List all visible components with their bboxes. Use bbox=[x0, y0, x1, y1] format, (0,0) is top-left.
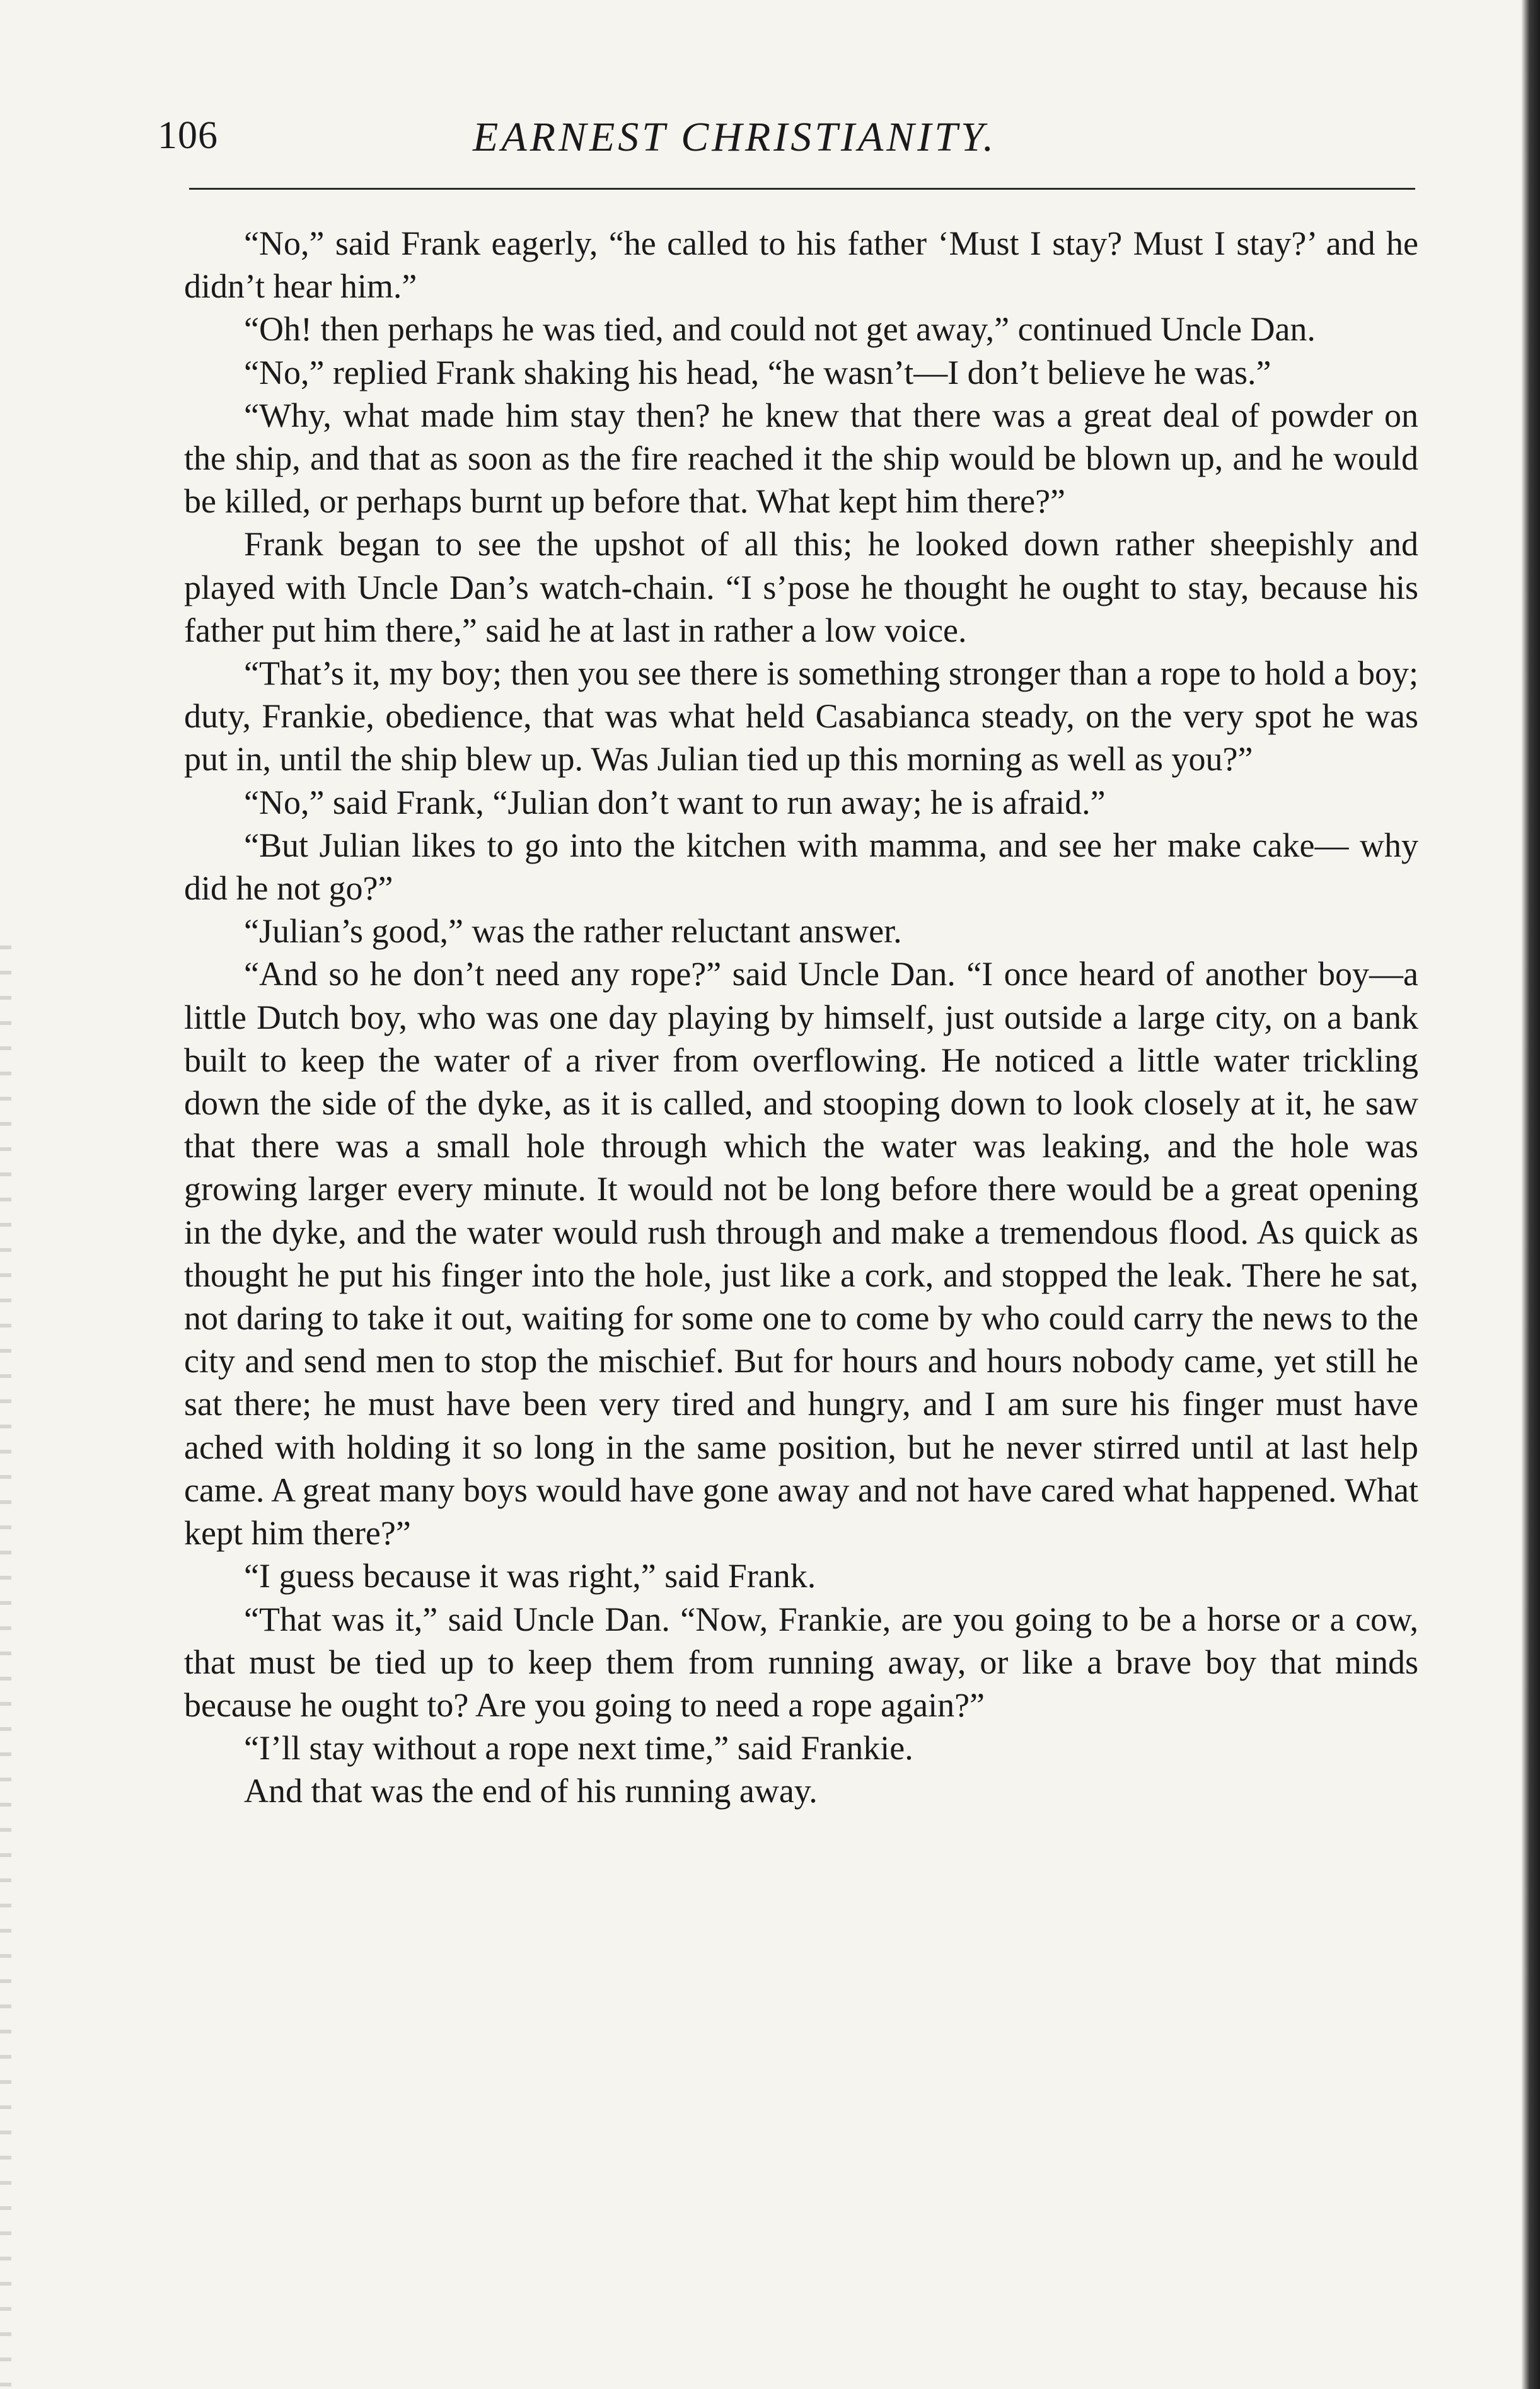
body-text bbox=[184, 222, 1418, 1813]
paragraph: “That was it,” said Uncle Dan. “Now, Frankie, are you going to be a horse or a cow, that must be tied up to keep them from running away, or like a brave boy that minds because he ought to? Are you going to need a rope again?” bbox=[184, 1600, 1418, 1724]
paragraph: “No,” said Frank, “Julian don’t want to run away; he is afraid.” bbox=[244, 783, 1106, 821]
paragraph: “And so he don’t need any rope?” said Uncle Dan. “I once heard of another boy—a little Dutch boy, who was one day playing by himself, just outside a large city, on a bank built to keep the water of a river from overflowing. He noticed a little water trickling down the side of the dyke, as it is called, and stooping down to look closely at it, he saw that there was a small hole through which the water was leaking, and the hole was growing larger every minute. It would not be long before there would be a great opening in the dyke, and the water would rush through and make a tremendous flood. As quick as thought he put his finger into the hole, just like a cork, and stopped the leak. There he sat, not daring to take it out, waiting for some one to come by who could carry the news to the city and send men to stop the mischief. But for hours and hours nobody came, yet still he sat there; he must have been very tired and hungry, and I am sure his finger must have ached with holding it so long in the same position, but he never stirred until at last help came. A great many boys would have gone away and not have cared what happened. What kept him there?” bbox=[184, 955, 1418, 1553]
paragraph: “No,” said Frank eagerly, “he called to his father ‘Must I stay? Must I stay?’ and he didn’t hear him.” bbox=[184, 224, 1418, 306]
paragraph: “Oh! then perhaps he was tied, and could not get away,” continued Uncle Dan. bbox=[244, 310, 1316, 349]
paragraph: Frank began to see the upshot of all this; he looked down rather sheepishly and played with Uncle Dan’s watch-chain. “I s’pose he thought he ought to stay, because his father put him there,” said he at last in rather a low voice. bbox=[184, 525, 1418, 649]
paragraph: And that was the end of his running away. bbox=[244, 1772, 818, 1810]
paragraph: “But Julian likes to go into the kitchen with mamma, and see her make cake— why did he not go?” bbox=[184, 826, 1418, 908]
header-rule bbox=[189, 188, 1415, 190]
paragraph: “No,” replied Frank shaking his head, “he wasn’t—I don’t believe he was.” bbox=[244, 353, 1271, 391]
page-margin-marks bbox=[0, 946, 11, 2389]
page-number: 106 bbox=[158, 114, 218, 157]
running-title: EARNEST CHRISTIANITY. bbox=[473, 114, 997, 160]
paragraph: “That’s it, my boy; then you see there is something stronger than a rope to hold a boy; duty, Frankie, obedience, that was what held Casabianca steady, on the very spot he was put in, until the ship blew up. Was Julian tied up this morning as well as you?” bbox=[184, 654, 1418, 778]
paragraph: “I guess because it was right,” said Frank. bbox=[244, 1557, 816, 1595]
paragraph: “I’ll stay without a rope next time,” said Frankie. bbox=[244, 1729, 913, 1767]
paragraph: “Why, what made him stay then? he knew that there was a great deal of powder on the ship, and that as soon as the fire reached it the ship would be blown up, and he would be killed, or perhaps burnt up before that. What kept him there?” bbox=[184, 396, 1418, 521]
page-header bbox=[158, 113, 1418, 164]
paragraph: “Julian’s good,” was the rather reluctant answer. bbox=[244, 912, 902, 951]
page-edge-shadow bbox=[1521, 0, 1540, 2389]
